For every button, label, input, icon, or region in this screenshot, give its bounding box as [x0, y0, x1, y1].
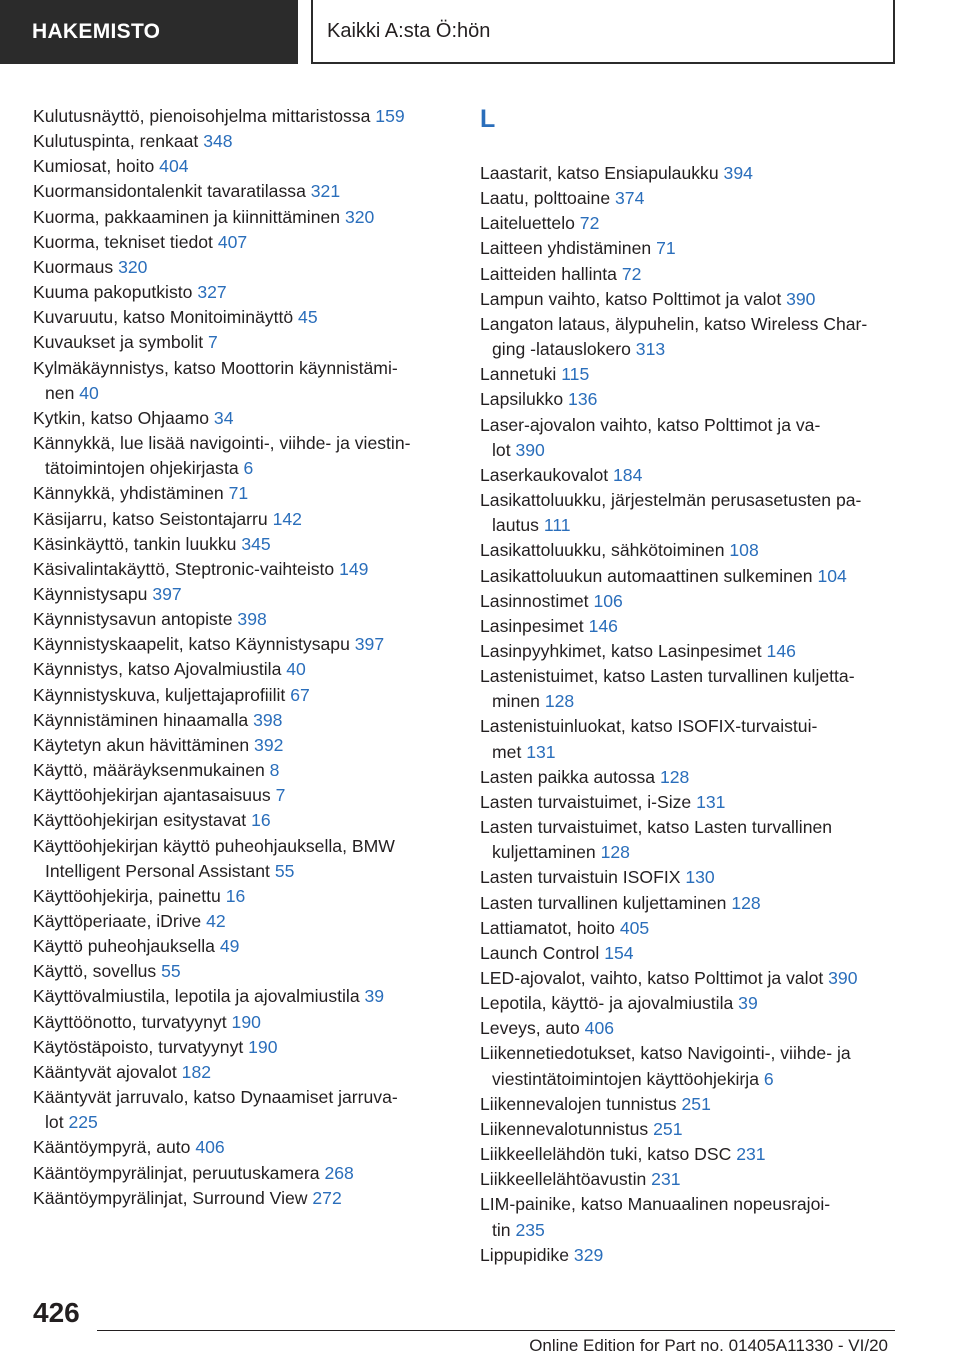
index-entry-text: Launch Control [480, 942, 600, 963]
index-entry [480, 1142, 920, 1167]
index-entry [33, 607, 453, 632]
index-entry [480, 161, 920, 186]
index-column-left [33, 104, 453, 1211]
index-entry-text: Käsinkäyttö, tankin luukku [33, 533, 237, 554]
index-entry [33, 758, 453, 783]
index-entry-text: LIM-painike, katso Manuaalinen nopeusrajoi- [480, 1194, 831, 1215]
page-reference-link[interactable]: 104 [817, 565, 847, 586]
page-reference-link[interactable]: 131 [696, 791, 726, 812]
index-entry-text: Lasinpesimet [480, 615, 584, 636]
page-reference-link[interactable]: 251 [653, 1118, 683, 1139]
index-entry-text: Liikennevalojen tunnistus [480, 1093, 677, 1114]
section-tab-hakemisto [0, 0, 298, 64]
index-entry-text: Langaton lataus, älypuhelin, katso Wireless Char- [480, 313, 868, 334]
index-entry [33, 154, 453, 179]
index-entry-text: Laitteiden hallinta [480, 263, 617, 284]
index-entry-text: nen [45, 382, 75, 403]
page-reference-link[interactable]: 142 [272, 508, 302, 529]
page-reference-link[interactable]: 190 [248, 1036, 278, 1057]
index-entry [480, 589, 920, 614]
index-entry-text: Laitteen yhdistäminen [480, 238, 652, 259]
index-entry-text: Lasten paikka autossa [480, 766, 656, 787]
index-entry-text: minen [492, 691, 540, 712]
page-reference-link[interactable]: 7 [208, 332, 218, 353]
index-entry-text: Liikkeellelähtöavustin [480, 1169, 647, 1190]
index-entry [480, 765, 920, 790]
index-entry [480, 287, 920, 312]
index-entry-text: Kytkin, katso Ohjaamo [33, 407, 210, 428]
section-tab-label: HAKEMISTO [32, 20, 161, 43]
page-reference-link[interactable]: 128 [600, 842, 630, 863]
page-reference-link[interactable]: 406 [195, 1137, 225, 1158]
index-entry-text: Käyttöohjekirjan ajantasaisuus [33, 785, 271, 806]
page-reference-link[interactable]: 374 [615, 188, 645, 209]
page-reference-link[interactable]: 225 [68, 1112, 98, 1133]
index-entry-text: Liikennevalotunnistus [480, 1118, 649, 1139]
index-entry [33, 733, 453, 758]
index-entry-text: Kännykkä, lue lisää navigointi-, viihde- ja viestin- [33, 433, 411, 454]
index-entry [33, 1135, 453, 1160]
page-reference-link[interactable]: 131 [526, 741, 556, 762]
index-entry-text: LED-ajovalot, vaihto, katso Polttimot ja valot [480, 968, 824, 988]
page-reference-link[interactable]: 128 [731, 892, 761, 913]
index-entry-text: Laiteluettelo [480, 213, 575, 234]
index-entry-text: Kuuma pakoputkisto [33, 282, 193, 303]
index-entry-text: Laatu, polttoaine [480, 188, 611, 209]
page-reference-link[interactable]: 71 [656, 238, 676, 259]
index-entry-text: Käyttöohjekirjan käyttö puheohjauksella, BMW [33, 835, 395, 856]
page-reference-link[interactable]: 111 [543, 515, 571, 536]
index-entry [33, 280, 453, 305]
index-entry-text: Lasten turvallinen kuljettaminen [480, 892, 727, 913]
index-entry-text: Käyttö, määräyksenmukainen [33, 760, 265, 781]
index-entry-text: Kännykkä, yhdistäminen [33, 483, 224, 504]
index-entry-text: Leveys, auto [480, 1018, 580, 1039]
page-reference-link[interactable]: 40 [286, 659, 306, 680]
index-entry [480, 790, 920, 815]
page-reference-link[interactable]: 251 [681, 1093, 711, 1114]
index-entry-text: kuljettaminen [492, 842, 596, 863]
page-reference-link[interactable]: 149 [339, 558, 369, 579]
page-reference-link[interactable]: 348 [203, 131, 233, 152]
index-entry [33, 481, 453, 506]
index-entry [480, 891, 920, 916]
page-reference-link[interactable]: 154 [604, 942, 634, 963]
page-reference-link[interactable]: 405 [619, 917, 650, 938]
index-entry-text: Lasikattoluukku, sähkötoiminen [480, 540, 725, 561]
page-reference-link[interactable]: 231 [651, 1169, 681, 1190]
index-entry-text: ging -latauslokero [492, 339, 631, 360]
index-entry-text: Käynnistäminen hinaamalla [33, 709, 249, 730]
index-entry [33, 230, 453, 255]
page-reference-link[interactable]: 394 [723, 163, 753, 183]
index-entry [480, 991, 920, 1016]
index-entry-text: tätoimintojen ohjekirjasta [45, 458, 239, 479]
index-entry [33, 859, 453, 884]
index-entry-text: lot [492, 439, 511, 460]
index-entry [480, 664, 920, 689]
page-reference-link[interactable]: 16 [251, 810, 271, 831]
index-entry-text: Käyttöohjekirjan esitystavat [33, 810, 247, 831]
index-entry [480, 740, 920, 765]
index-entry [480, 815, 920, 840]
index-entry-text: Laser-ajovalon vaihto, katso Polttimot ja va- [480, 414, 821, 435]
index-entry-text: Kuormansidontalenkit tavaratilassa [33, 181, 306, 202]
index-entry [33, 1186, 453, 1211]
index-entry [33, 708, 453, 733]
index-entry-text: Kylmäkäynnistys, katso Moottorin käynnistämi- [33, 357, 398, 378]
index-entry-text: Kulutusnäyttö, pienoisohjelma mittaristossa [33, 106, 371, 126]
index-entry [33, 179, 453, 204]
index-entry [480, 211, 920, 236]
index-entry [480, 413, 920, 438]
index-entry-text: Kumiosat, hoito [33, 156, 155, 177]
index-entry [33, 532, 453, 557]
index-entry [33, 406, 453, 431]
page-reference-link[interactable]: 231 [736, 1144, 766, 1165]
page-reference-link[interactable]: 108 [729, 540, 759, 561]
index-entry [33, 381, 453, 406]
page-reference-link[interactable]: 397 [152, 583, 182, 604]
page-reference-link[interactable]: 390 [515, 439, 545, 460]
index-entry-text: Kääntöympyrälinjat, Surround View [33, 1187, 308, 1208]
index-entry-text: Kuorma, pakkaaminen ja kiinnittäminen [33, 206, 341, 227]
page-reference-link[interactable]: 327 [197, 282, 227, 303]
index-entry [480, 1016, 920, 1041]
index-entry [480, 614, 920, 639]
index-entry-text: Lasten turvaistuimet, katso Lasten turvallinen [480, 817, 833, 838]
index-entry-text: Käsivalintakäyttö, Steptronic-vaihteisto [33, 558, 335, 579]
page-number: 426 [33, 1297, 80, 1328]
index-entry [33, 1110, 453, 1135]
index-entry-text: Lasikattoluukku, järjestelmän perusasetusten pa- [480, 490, 862, 511]
index-entry-text: Laastarit, katso Ensiapulaukku [480, 163, 719, 183]
page-reference-link[interactable]: 182 [181, 1061, 212, 1082]
page-reference-link[interactable]: 42 [206, 911, 226, 931]
index-entry [33, 834, 453, 859]
index-entry [33, 959, 453, 984]
index-entry [480, 362, 920, 387]
index-entry-text: Kuorma, tekniset tiedot [33, 231, 213, 252]
index-entry-text: Liikennetiedotukset, katso Navigointi-, viihde- ja [480, 1043, 851, 1064]
page-reference-link[interactable]: 268 [324, 1162, 354, 1183]
index-entries-l [480, 161, 920, 1268]
index-entry [480, 1243, 920, 1268]
index-entry [33, 1161, 453, 1186]
index-entry-text: Käyttö puheohjauksella [33, 936, 215, 957]
index-entry [480, 1041, 920, 1066]
page-reference-link[interactable]: 392 [254, 734, 284, 755]
page-reference-link[interactable]: 272 [312, 1187, 342, 1208]
index-entry-text: Käytöstäpoisto, turvatyynyt [33, 1036, 244, 1057]
index-entry [480, 513, 920, 538]
index-entry-text: Lasinnostimet [480, 590, 589, 611]
index-column-right [480, 104, 920, 1268]
index-entry [480, 337, 920, 362]
index-entry-text: Kuormaus [33, 256, 114, 277]
index-entry-text: Lastenistuinluokat, katso ISOFIX-turvaistui- [480, 716, 818, 737]
index-entry [480, 916, 920, 941]
page-reference-link[interactable]: 71 [228, 483, 249, 504]
page-reference-link[interactable]: 321 [310, 181, 341, 202]
index-entry [33, 507, 453, 532]
index-entry [33, 104, 453, 129]
index-entry [33, 1060, 453, 1085]
page-reference-link[interactable]: 55 [274, 860, 295, 881]
footer-edition: Online Edition for Part no. 01405A11330 - VI/20 [529, 1336, 888, 1355]
page-reference-link[interactable]: 190 [231, 1011, 261, 1032]
index-entry [33, 884, 453, 909]
index-entry [480, 966, 920, 991]
index-entry [480, 1192, 920, 1217]
page-reference-link[interactable]: 313 [635, 339, 666, 360]
page-reference-link[interactable]: 136 [568, 389, 598, 410]
index-entry-text: Lasten turvaistuimet, i-Size [480, 791, 692, 812]
index-entry [33, 255, 453, 280]
page-reference-link[interactable]: 39 [738, 993, 758, 1014]
index-entry [480, 1092, 920, 1117]
index-entry-text: Kääntyvät ajovalot [33, 1061, 177, 1082]
footer-divider [97, 1330, 895, 1331]
page-reference-link[interactable]: 320 [118, 256, 148, 277]
index-entry [33, 1085, 453, 1110]
page-reference-link[interactable]: 407 [217, 231, 248, 252]
index-entry-text: Lastenistuimet, katso Lasten turvallinen kuljetta- [480, 666, 855, 687]
page-reference-link[interactable]: 6 [763, 1068, 774, 1089]
index-entry-text: Lippupidike [480, 1244, 570, 1265]
page-reference-link[interactable]: 329 [573, 1244, 604, 1265]
page-reference-link[interactable]: 128 [544, 691, 575, 712]
page-reference-link[interactable]: 159 [375, 106, 405, 126]
index-entry-text: Käyttöperiaate, iDrive [33, 911, 202, 931]
index-entry-text: Käynnistys, katso Ajovalmiustila [33, 659, 282, 680]
page-reference-link[interactable]: 39 [364, 986, 385, 1007]
index-entry-text: Lasinpyyhkimet, katso Lasinpesimet [480, 640, 762, 661]
page-reference-link[interactable]: 72 [579, 213, 600, 234]
page-reference-link[interactable]: 40 [79, 382, 99, 403]
index-entry-text: Käynnistysavun antopiste [33, 609, 233, 630]
index-entry [480, 387, 920, 412]
section-subtitle-tab [311, 0, 895, 64]
page-reference-link[interactable]: 235 [515, 1219, 545, 1240]
index-entry-text: Lampun vaihto, katso Polttimot ja valot [480, 288, 782, 309]
index-entry-text: met [492, 741, 522, 762]
index-entry [480, 689, 920, 714]
index-entry [33, 808, 453, 833]
index-entry-text: Käynnistyskuva, kuljettajaprofiilit [33, 684, 286, 705]
index-entry [33, 431, 453, 456]
index-entry-text: Lapsilukko [480, 389, 564, 410]
index-entry [480, 236, 920, 261]
index-entry-text: Lattiamatot, hoito [480, 917, 615, 938]
index-entry [480, 714, 920, 739]
index-letter-heading: L [480, 105, 496, 133]
page-reference-link[interactable]: 106 [593, 590, 623, 611]
index-entry [33, 683, 453, 708]
page-reference-link[interactable]: 390 [828, 968, 858, 988]
page-reference-link[interactable]: 7 [275, 785, 286, 806]
index-entry-text: Lannetuki [480, 364, 557, 385]
index-entry [33, 557, 453, 582]
page-reference-link[interactable]: 320 [344, 206, 375, 227]
page-reference-link[interactable]: 184 [613, 464, 643, 485]
page-reference-link[interactable]: 345 [241, 533, 271, 554]
index-entry-text: Kulutuspinta, renkaat [33, 131, 199, 152]
index-entry [33, 205, 453, 230]
page-reference-link[interactable]: 55 [161, 961, 181, 982]
index-entry [33, 582, 453, 607]
index-entry-text: Käyttöönotto, turvatyynyt [33, 1011, 227, 1032]
page-reference-link[interactable]: 397 [354, 634, 385, 655]
index-entry-text: lot [45, 1112, 64, 1133]
page-reference-link[interactable]: 390 [786, 288, 816, 309]
index-entry [33, 1035, 453, 1060]
index-entry [480, 1218, 920, 1243]
index-entry [480, 865, 920, 890]
index-entry [480, 488, 920, 513]
index-entry [480, 463, 920, 488]
index-entry-text: Kääntyvät jarruvalo, katso Dynaamiset jarruva- [33, 1087, 398, 1108]
index-entry-text: Laserkaukovalot [480, 464, 609, 485]
index-entry [33, 456, 453, 481]
page-reference-link[interactable]: 6 [243, 458, 254, 479]
index-entry [480, 312, 920, 337]
index-entry [33, 129, 453, 154]
index-entry-text: Käynnistyskaapelit, katso Käynnistysapu [33, 634, 350, 655]
index-entry-text: Käyttöohjekirja, painettu [33, 885, 221, 906]
index-entry-text: Lasten turvaistuin ISOFIX [480, 867, 681, 888]
index-entry [480, 1067, 920, 1092]
index-entry [33, 909, 453, 934]
page-reference-link[interactable]: 404 [159, 156, 189, 177]
page-reference-link[interactable]: 16 [225, 885, 246, 906]
page-reference-link[interactable]: 398 [237, 609, 267, 630]
page-reference-link[interactable]: 115 [561, 364, 590, 385]
page-reference-link[interactable]: 398 [253, 709, 283, 730]
index-entry-text: Kääntöympyrä, auto [33, 1137, 191, 1158]
index-entry [480, 262, 920, 287]
index-entry-text: Käsijarru, katso Seistontajarru [33, 508, 268, 529]
index-entry-text: viestintätoimintojen käyttöohjekirja [492, 1068, 759, 1089]
index-entry-text: Liikkeellelähdön tuki, katso DSC [480, 1144, 732, 1165]
page-reference-link[interactable]: 406 [584, 1018, 615, 1039]
section-subtitle-label: Kaikki A:sta Ö:hön [327, 19, 491, 42]
index-entry-text: Kuvaruutu, katso Monitoiminäyttö [33, 307, 294, 328]
index-entry-text: Kuvaukset ja symbolit [33, 332, 204, 353]
index-entry-text: Käytetyn akun hävittäminen [33, 734, 250, 755]
page-reference-link[interactable]: 72 [621, 263, 642, 284]
index-entry-text: Käyttö, sovellus [33, 961, 157, 982]
page-reference-link[interactable]: 67 [290, 684, 310, 705]
index-entry [480, 564, 920, 589]
index-entry [480, 639, 920, 664]
index-entry [480, 438, 920, 463]
index-entry-text: tin [492, 1219, 511, 1240]
index-entry [480, 186, 920, 211]
index-entry [480, 941, 920, 966]
index-entry-text: Lepotila, käyttö- ja ajovalmiustila [480, 993, 734, 1014]
page-reference-link[interactable]: 34 [213, 407, 234, 428]
page-reference-link[interactable]: 128 [659, 766, 690, 787]
index-entry-text: Lasikattoluukun automaattinen sulkeminen [480, 565, 813, 586]
index-entry [33, 356, 453, 381]
index-entry-text: Intelligent Personal Assistant [45, 860, 270, 881]
page-reference-link[interactable]: 8 [269, 760, 280, 781]
page-reference-link[interactable]: 130 [685, 867, 715, 888]
index-entry [33, 1010, 453, 1035]
page-reference-link[interactable]: 146 [588, 615, 618, 636]
index-entry [33, 984, 453, 1009]
index-entry [480, 1117, 920, 1142]
page-reference-link[interactable]: 146 [766, 640, 796, 661]
index-entry [33, 934, 453, 959]
index-entry [33, 632, 453, 657]
index-entry [480, 538, 920, 563]
page-reference-link[interactable]: 49 [219, 936, 240, 957]
index-entry [33, 783, 453, 808]
index-entry-text: lautus [492, 515, 539, 536]
index-entry-text: Käynnistysapu [33, 583, 148, 604]
index-entry [480, 840, 920, 865]
index-entry [33, 305, 453, 330]
index-entry-text: Kääntöympyrälinjat, peruutuskamera [33, 1162, 320, 1183]
page-reference-link[interactable]: 45 [298, 307, 318, 328]
index-entry-text: Käyttövalmiustila, lepotila ja ajovalmiustila [33, 986, 360, 1007]
index-entry [33, 657, 453, 682]
index-entry [480, 1167, 920, 1192]
index-entry [33, 330, 453, 355]
